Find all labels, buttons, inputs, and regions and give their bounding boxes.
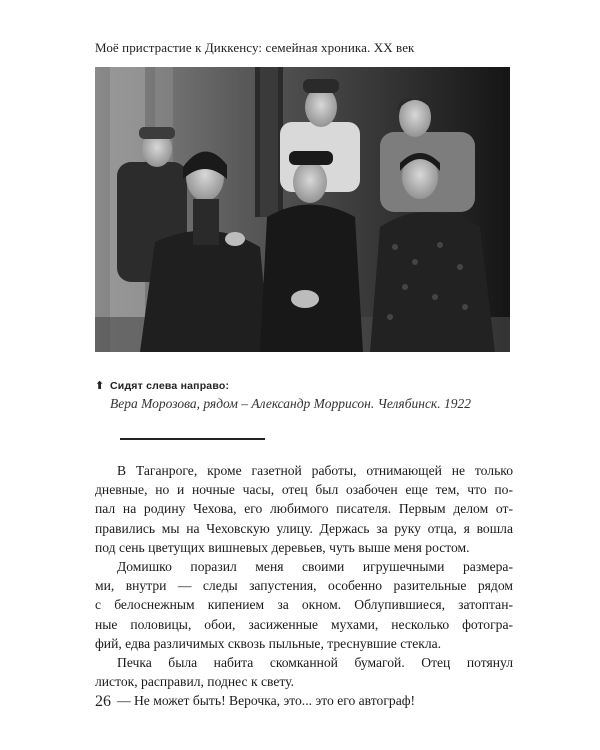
- text-line: фий, едва различимых сквозь пыльные, треснувшие стекла.: [95, 635, 442, 651]
- running-title: Моё пристрастие к Диккенсу: семейная хроника. XX век: [95, 40, 415, 55]
- photo-caption: [95, 380, 510, 412]
- page-number: 26: [95, 693, 111, 710]
- text-line: правились мы на Чеховскую улицу. Держась за руку отца, я вошла: [95, 520, 513, 536]
- body-text: [95, 461, 513, 710]
- photo-illustration: [95, 67, 510, 352]
- text-line: В Таганроге, кроме газетной работы, отнимающей не только: [117, 463, 513, 478]
- text-line: ные половицы, обои, засиженные мухами, несколько фотогра-: [95, 616, 513, 632]
- text-line: Домишко поразил меня своими игрушечными размера-: [117, 558, 513, 574]
- text-line: листок, расправил, поднес к свету.: [95, 674, 294, 690]
- text-line: Печка была набита скомканной бумагой. Отец потянул: [117, 654, 513, 670]
- section-divider: [120, 438, 265, 440]
- text-line: дневные, но и ночные часы, отец был озабочен еще тем, что по-: [95, 482, 513, 498]
- group-portrait-photo: [95, 67, 510, 352]
- caption-heading-text: Сидят слева направо:: [110, 380, 230, 392]
- arrow-up-icon: ⬆: [95, 380, 105, 392]
- text-line: под сень цветущих вишневых деревьев, чуть выше меня ростом.: [95, 539, 470, 555]
- text-line: — Не может быть! Верочка, это... это его автограф!: [117, 693, 416, 709]
- caption-text: Вера Морозова, рядом – Александр Моррисон. Челябинск. 1922: [110, 396, 471, 411]
- text-line: с белоснежным кипением за окном. Облупившиеся, затоптан-: [95, 597, 513, 613]
- text-line: ми, внутри — следы запустения, особенно разительные рядом: [95, 578, 513, 594]
- text-line: пал на родину Чехова, его любимого писателя. Первым делом от-: [95, 501, 513, 517]
- caption-heading: [95, 380, 510, 392]
